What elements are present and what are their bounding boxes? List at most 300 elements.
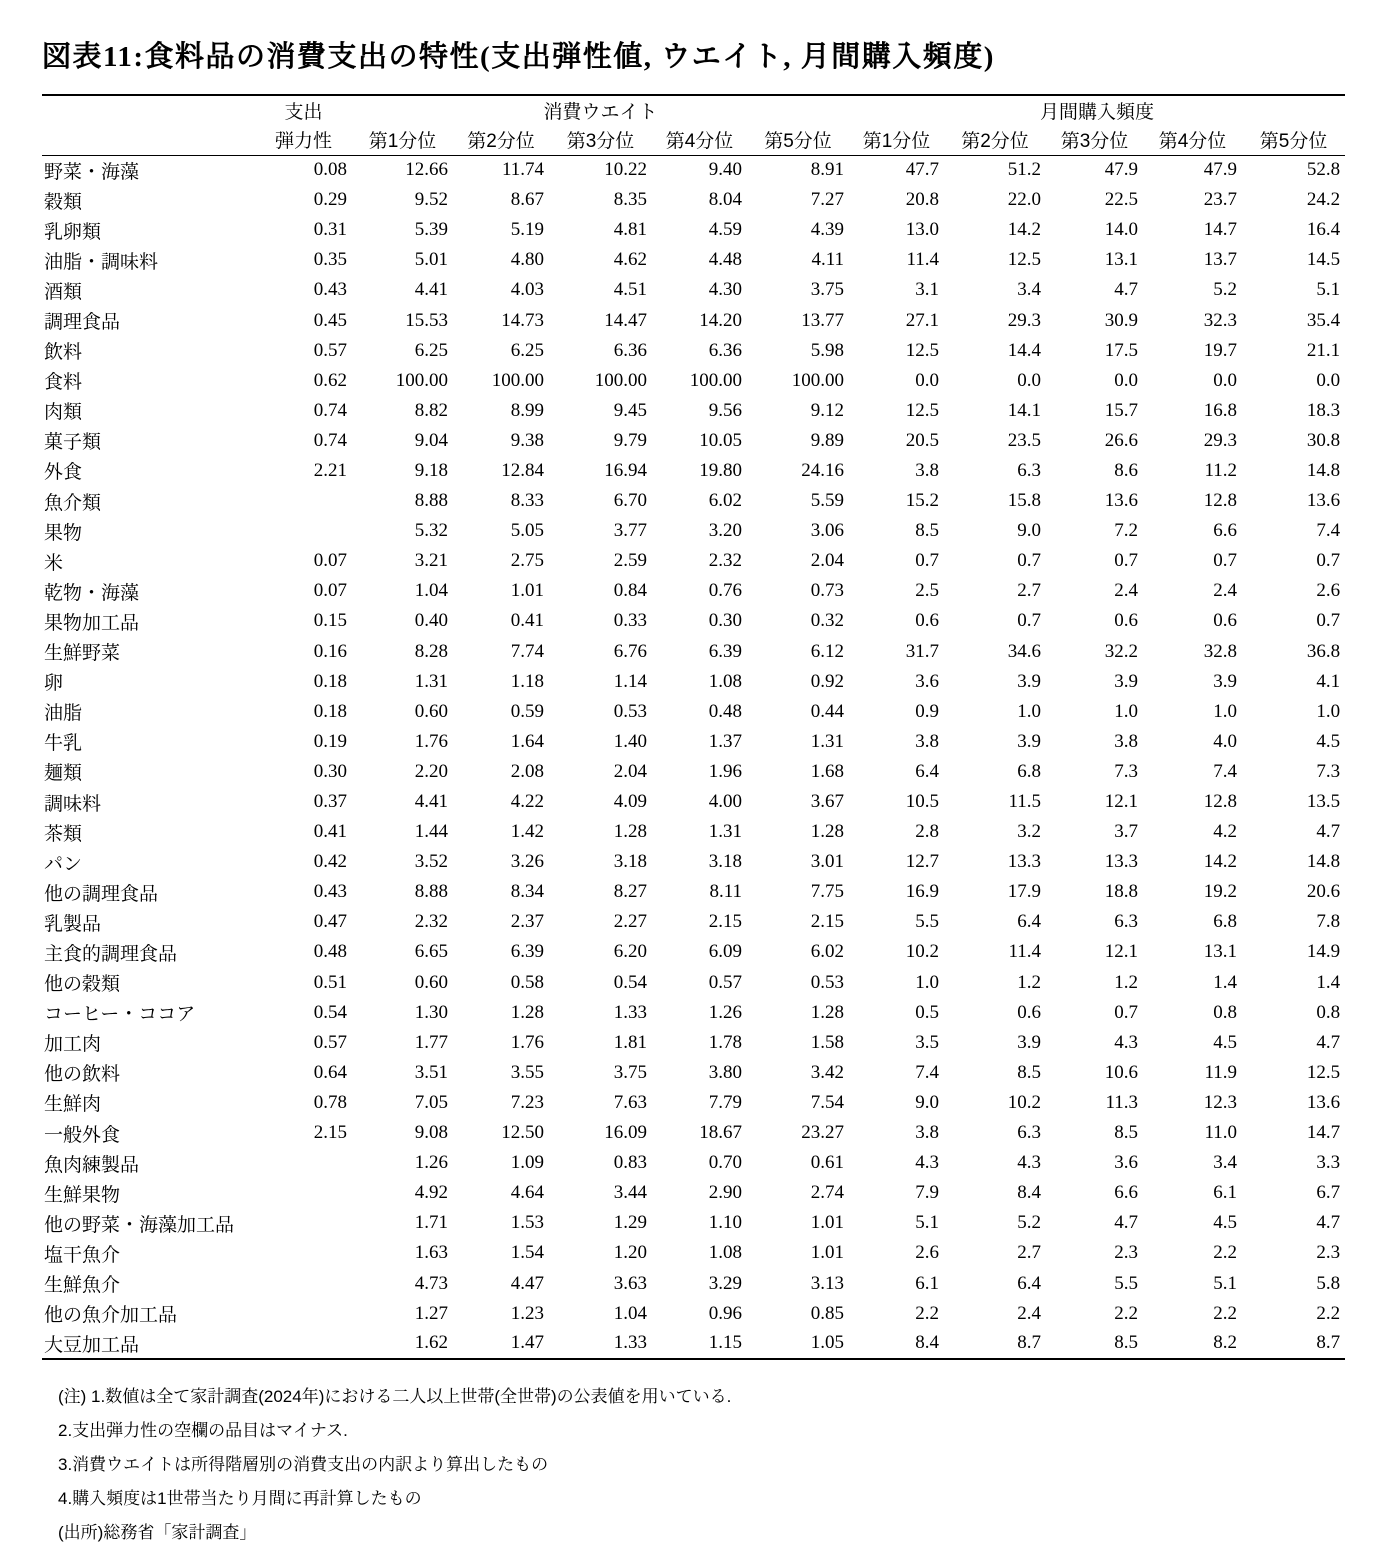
row-label: コーヒー・ココア — [44, 1004, 196, 1026]
weight-cell: 15.53 — [405, 309, 448, 331]
row-label: 菓子類 — [44, 432, 102, 454]
elasticity-cell — [255, 1238, 352, 1268]
frequency-cell: 23.7 — [1203, 189, 1238, 211]
frequency-cell: 6.4 — [915, 760, 940, 782]
frequency-cell: 15.8 — [1007, 490, 1042, 512]
weight-cell: 4.62 — [613, 249, 647, 271]
frequency-cell: 1.0 — [1114, 700, 1139, 722]
frequency-cell: 0.7 — [1017, 610, 1042, 632]
footnotes — [58, 1380, 1346, 1550]
weight-cell: 2.08 — [510, 760, 544, 782]
frequency-cell: 34.6 — [1007, 640, 1042, 662]
elasticity-cell: 0.74 — [313, 429, 347, 451]
weight-cell: 3.67 — [810, 791, 845, 813]
frequency-cell: 10.5 — [905, 791, 940, 813]
weight-cell: 1.04 — [414, 580, 448, 602]
frequency-cell: 17.5 — [1104, 339, 1139, 361]
table-row — [42, 1268, 1345, 1298]
table-body — [42, 155, 1345, 1359]
weight-cell: 1.33 — [613, 1332, 647, 1354]
frequency-cell: 14.8 — [1306, 459, 1341, 481]
weight-cell: 0.61 — [810, 1152, 845, 1174]
table-row — [42, 1058, 1345, 1088]
empty-header-cell — [42, 125, 255, 155]
table-row — [42, 1208, 1345, 1238]
frequency-cell: 3.2 — [1017, 821, 1042, 843]
weight-cell: 3.18 — [613, 851, 647, 873]
weight-cell: 1.42 — [510, 821, 544, 843]
row-label: 乳卵類 — [44, 221, 102, 243]
weight-cell: 6.02 — [708, 490, 742, 512]
frequency-cell: 4.7 — [1114, 1212, 1139, 1234]
weight-cell: 13.77 — [801, 309, 845, 331]
elasticity-cell: 0.62 — [313, 369, 347, 391]
frequency-cell: 2.7 — [1017, 1242, 1042, 1264]
frequency-cell: 13.0 — [905, 219, 940, 241]
weight-cell: 0.48 — [708, 700, 742, 722]
row-label: 果物 — [44, 522, 83, 544]
frequency-cell: 9.0 — [915, 1091, 940, 1113]
frequency-cell: 14.2 — [1203, 851, 1238, 873]
weight-quintile-header: 第5分位 — [747, 125, 849, 155]
elasticity-cell: 0.18 — [313, 700, 347, 722]
empty-header-cell — [42, 95, 255, 125]
elasticity-cell: 0.54 — [313, 1001, 347, 1023]
frequency-cell: 29.3 — [1007, 309, 1042, 331]
weight-cell: 3.26 — [510, 851, 544, 873]
frequency-cell: 0.7 — [915, 550, 940, 572]
frequency-cell: 4.7 — [1316, 821, 1341, 843]
weight-cell: 3.80 — [708, 1061, 742, 1083]
frequency-cell: 0.6 — [1017, 1001, 1042, 1023]
frequency-cell: 3.5 — [915, 1031, 940, 1053]
elasticity-cell — [255, 1148, 352, 1178]
frequency-cell: 6.4 — [1017, 911, 1042, 933]
elasticity-cell: 0.31 — [313, 219, 347, 241]
frequency-cell: 3.9 — [1213, 670, 1238, 692]
table-row — [42, 817, 1345, 847]
frequency-cell: 5.2 — [1213, 279, 1238, 301]
weight-cell: 4.80 — [510, 249, 544, 271]
frequency-cell: 4.3 — [915, 1152, 940, 1174]
table-row — [42, 727, 1345, 757]
weight-quintile-header: 第2分位 — [453, 125, 549, 155]
frequency-cell: 18.3 — [1306, 399, 1341, 421]
weight-cell: 100.00 — [689, 369, 742, 391]
table-row — [42, 847, 1345, 877]
elasticity-cell: 0.51 — [313, 971, 347, 993]
elasticity-cell: 0.42 — [313, 851, 347, 873]
frequency-cell: 6.6 — [1213, 520, 1238, 542]
frequency-cell: 3.4 — [1213, 1152, 1238, 1174]
weight-cell: 2.75 — [510, 550, 544, 572]
weight-cell: 4.81 — [613, 219, 647, 241]
frequency-cell: 21.1 — [1306, 339, 1341, 361]
weight-cell: 7.79 — [708, 1091, 742, 1113]
frequency-cell: 11.9 — [1204, 1061, 1238, 1083]
weight-cell: 0.76 — [708, 580, 742, 602]
table-row — [42, 637, 1345, 667]
weight-cell: 1.53 — [510, 1212, 544, 1234]
elasticity-cell: 0.41 — [313, 821, 347, 843]
frequency-cell: 0.7 — [1017, 550, 1042, 572]
weight-cell: 0.92 — [810, 670, 845, 692]
frequency-cell: 6.8 — [1017, 760, 1042, 782]
frequency-cell: 0.8 — [1213, 1001, 1238, 1023]
weight-cell: 9.52 — [414, 189, 448, 211]
weight-cell: 0.58 — [510, 971, 544, 993]
weight-cell: 0.85 — [810, 1302, 845, 1324]
row-label: 外食 — [44, 462, 83, 484]
weight-cell: 5.05 — [510, 520, 544, 542]
frequency-cell: 47.7 — [905, 159, 940, 181]
elasticity-cell: 0.57 — [313, 339, 347, 361]
weight-cell: 6.25 — [510, 339, 544, 361]
elasticity-cell — [255, 1208, 352, 1238]
frequency-cell: 24.2 — [1306, 189, 1341, 211]
weight-cell: 6.39 — [510, 941, 544, 963]
frequency-cell: 0.9 — [915, 700, 940, 722]
frequency-cell: 4.5 — [1213, 1212, 1238, 1234]
weight-cell: 1.63 — [414, 1242, 448, 1264]
weight-cell: 24.16 — [801, 459, 845, 481]
table-row — [42, 1299, 1345, 1329]
row-label: 油脂 — [44, 703, 83, 725]
weight-cell: 1.77 — [414, 1031, 448, 1053]
row-label: 主食的調理食品 — [44, 943, 178, 965]
table-row — [42, 426, 1345, 456]
frequency-cell: 18.8 — [1104, 881, 1139, 903]
weight-cell: 14.73 — [501, 309, 544, 331]
weight-cell: 0.83 — [613, 1152, 647, 1174]
weight-cell: 4.30 — [708, 279, 742, 301]
weight-cell: 1.76 — [510, 1031, 544, 1053]
frequency-cell: 10.2 — [1007, 1091, 1042, 1113]
weight-cell: 3.51 — [414, 1061, 448, 1083]
weight-cell: 0.60 — [414, 700, 448, 722]
frequency-cell: 26.6 — [1104, 429, 1139, 451]
weight-cell: 1.18 — [510, 670, 544, 692]
weight-cell: 0.30 — [708, 610, 742, 632]
elasticity-cell: 0.64 — [313, 1061, 347, 1083]
frequency-cell: 12.3 — [1203, 1091, 1238, 1113]
weight-cell: 2.32 — [708, 550, 742, 572]
table-row — [42, 546, 1345, 576]
frequency-cell: 12.5 — [1007, 249, 1042, 271]
frequency-cell: 14.5 — [1306, 249, 1341, 271]
weight-cell: 1.26 — [708, 1001, 742, 1023]
frequency-cell: 5.5 — [1114, 1272, 1139, 1294]
row-label: 米 — [44, 552, 64, 574]
frequency-cell: 12.5 — [1306, 1061, 1341, 1083]
elasticity-cell: 0.07 — [313, 580, 347, 602]
weight-cell: 8.04 — [708, 189, 742, 211]
elasticity-cell: 0.35 — [313, 249, 347, 271]
weight-cell: 16.94 — [604, 459, 647, 481]
frequency-cell: 6.3 — [1114, 911, 1139, 933]
weight-cell: 1.28 — [510, 1001, 544, 1023]
frequency-cell: 3.9 — [1017, 1031, 1042, 1053]
frequency-cell: 14.7 — [1306, 1122, 1341, 1144]
frequency-cell: 2.2 — [1213, 1242, 1238, 1264]
weight-cell: 14.47 — [604, 309, 647, 331]
weight-cell: 2.37 — [510, 911, 544, 933]
table-row — [42, 155, 1345, 185]
frequency-cell: 30.9 — [1104, 309, 1139, 331]
table-row — [42, 787, 1345, 817]
frequency-cell: 32.8 — [1203, 640, 1238, 662]
frequency-cell: 16.9 — [905, 881, 940, 903]
frequency-cell: 0.7 — [1316, 550, 1341, 572]
elasticity-cell — [255, 1178, 352, 1208]
weight-cell: 0.40 — [414, 610, 448, 632]
frequency-cell: 15.2 — [905, 490, 940, 512]
frequency-cell: 11.0 — [1204, 1122, 1238, 1144]
weight-cell: 7.63 — [613, 1091, 647, 1113]
frequency-cell: 1.2 — [1017, 971, 1042, 993]
weight-cell: 2.32 — [414, 911, 448, 933]
frequency-cell: 7.4 — [1316, 520, 1341, 542]
frequency-cell: 13.5 — [1306, 791, 1341, 813]
frequency-cell: 3.9 — [1017, 670, 1042, 692]
weight-cell: 2.20 — [414, 760, 448, 782]
row-label: 魚介類 — [44, 492, 102, 514]
weight-cell: 4.73 — [414, 1272, 448, 1294]
weight-cell: 0.60 — [414, 971, 448, 993]
weight-cell: 3.20 — [708, 520, 742, 542]
weight-cell: 16.09 — [604, 1122, 647, 1144]
weight-cell: 9.38 — [510, 429, 544, 451]
weight-cell: 8.35 — [613, 189, 647, 211]
row-label: 魚肉練製品 — [44, 1154, 140, 1176]
weight-cell: 4.64 — [510, 1182, 544, 1204]
table-row — [42, 1028, 1345, 1058]
frequency-cell: 7.4 — [915, 1061, 940, 1083]
frequency-cell: 7.3 — [1114, 760, 1139, 782]
frequency-cell: 52.8 — [1306, 159, 1341, 181]
frequency-cell: 12.7 — [905, 851, 940, 873]
frequency-cell: 3.9 — [1017, 730, 1042, 752]
frequency-cell: 2.6 — [1316, 580, 1341, 602]
row-label: パン — [44, 853, 83, 875]
table-row — [42, 486, 1345, 516]
elasticity-cell: 0.57 — [313, 1031, 347, 1053]
source-line: (出所)総務省「家計調査」 — [58, 1522, 257, 1542]
weight-cell: 4.22 — [510, 791, 544, 813]
frequency-cell: 5.5 — [915, 911, 940, 933]
weight-cell: 6.76 — [613, 640, 647, 662]
row-label: 肉類 — [44, 402, 83, 424]
weight-cell: 8.34 — [510, 881, 544, 903]
weight-cell: 1.28 — [613, 821, 647, 843]
weight-cell: 6.09 — [708, 941, 742, 963]
elasticity-header: 弾力性 — [255, 125, 352, 155]
elasticity-cell: 0.16 — [313, 640, 347, 662]
frequency-cell: 22.0 — [1007, 189, 1042, 211]
frequency-cell: 8.5 — [1017, 1061, 1042, 1083]
weight-cell: 5.19 — [510, 219, 544, 241]
table-row — [42, 456, 1345, 486]
weight-cell: 1.68 — [810, 760, 845, 782]
row-label: 卵 — [44, 673, 64, 695]
frequency-cell: 32.3 — [1203, 309, 1238, 331]
weight-cell: 0.44 — [810, 700, 845, 722]
frequency-cell: 8.5 — [915, 520, 940, 542]
elasticity-cell: 0.43 — [313, 279, 347, 301]
weight-cell: 4.41 — [414, 791, 448, 813]
frequency-cell: 3.6 — [1114, 1152, 1139, 1174]
weight-cell: 3.21 — [414, 550, 448, 572]
weight-cell: 7.54 — [810, 1091, 845, 1113]
frequency-cell: 0.5 — [915, 1001, 940, 1023]
row-label: 他の調理食品 — [44, 883, 159, 905]
weight-cell: 0.32 — [810, 610, 845, 632]
weight-cell: 1.04 — [613, 1302, 647, 1324]
frequency-cell: 4.3 — [1114, 1031, 1139, 1053]
weight-cell: 19.80 — [699, 459, 742, 481]
table-row — [42, 305, 1345, 335]
frequency-cell: 3.8 — [915, 1122, 940, 1144]
frequency-cell: 7.3 — [1316, 760, 1341, 782]
weight-cell: 14.20 — [699, 309, 742, 331]
frequency-cell: 3.7 — [1114, 821, 1139, 843]
frequency-cell: 1.4 — [1213, 971, 1238, 993]
frequency-cell: 2.8 — [915, 821, 940, 843]
frequency-cell: 4.7 — [1316, 1031, 1341, 1053]
weight-cell: 7.05 — [414, 1091, 448, 1113]
table-row — [42, 937, 1345, 967]
frequency-cell: 2.2 — [1114, 1302, 1139, 1324]
weight-cell: 5.59 — [810, 490, 845, 512]
frequency-cell: 2.2 — [915, 1302, 940, 1324]
weight-cell: 8.82 — [414, 399, 448, 421]
weight-cell: 1.30 — [414, 1001, 448, 1023]
weight-cell: 3.63 — [613, 1272, 647, 1294]
frequency-cell: 1.4 — [1316, 971, 1341, 993]
weight-cell: 8.28 — [414, 640, 448, 662]
table-row — [42, 215, 1345, 245]
table-row — [42, 1088, 1345, 1118]
weight-cell: 3.42 — [810, 1061, 845, 1083]
frequency-cell: 1.0 — [1017, 700, 1042, 722]
weight-cell: 8.91 — [810, 159, 845, 181]
frequency-cell: 0.0 — [1316, 369, 1341, 391]
frequency-group-header: 月間購入頻度 — [1040, 102, 1155, 123]
weight-cell: 0.96 — [708, 1302, 742, 1324]
weight-cell: 1.40 — [613, 730, 647, 752]
table-row — [42, 576, 1345, 606]
weight-cell: 1.81 — [613, 1031, 647, 1053]
weight-cell: 4.41 — [414, 279, 448, 301]
weight-cell: 3.06 — [810, 520, 845, 542]
frequency-cell: 0.0 — [1114, 369, 1139, 391]
frequency-cell: 12.1 — [1104, 791, 1139, 813]
frequency-cell: 4.7 — [1114, 279, 1139, 301]
elasticity-cell — [255, 1268, 352, 1298]
weight-cell: 4.03 — [510, 279, 544, 301]
elasticity-cell: 2.21 — [313, 459, 347, 481]
weight-cell: 1.08 — [708, 670, 742, 692]
row-label: 他の野菜・海藻加工品 — [44, 1214, 235, 1236]
table-row — [42, 757, 1345, 787]
weight-cell: 1.28 — [810, 821, 845, 843]
row-label: 果物加工品 — [44, 612, 140, 634]
frequency-cell: 1.0 — [1213, 700, 1238, 722]
frequency-cell: 0.0 — [915, 369, 940, 391]
frequency-cell: 2.7 — [1017, 580, 1042, 602]
elasticity-cell: 0.15 — [313, 610, 347, 632]
frequency-cell: 0.0 — [1017, 369, 1042, 391]
row-label: 茶類 — [44, 823, 83, 845]
weight-cell: 8.33 — [510, 490, 544, 512]
row-label: 乾物・海藻 — [44, 582, 140, 604]
frequency-cell: 6.6 — [1114, 1182, 1139, 1204]
frequency-cell: 6.1 — [915, 1272, 940, 1294]
weight-cell: 1.33 — [613, 1001, 647, 1023]
frequency-cell: 5.2 — [1017, 1212, 1042, 1234]
frequency-quintile-header: 第2分位 — [944, 125, 1046, 155]
table-row — [42, 1118, 1345, 1148]
frequency-cell: 0.6 — [1213, 610, 1238, 632]
weight-cell: 1.47 — [510, 1332, 544, 1354]
weight-cell: 9.04 — [414, 429, 448, 451]
weight-cell: 9.79 — [613, 429, 647, 451]
weight-cell: 6.20 — [613, 941, 647, 963]
frequency-cell: 6.8 — [1213, 911, 1238, 933]
weight-cell: 7.27 — [810, 189, 845, 211]
frequency-cell: 2.4 — [1114, 580, 1139, 602]
frequency-cell: 2.3 — [1316, 1242, 1341, 1264]
table-row — [42, 968, 1345, 998]
weight-cell: 1.58 — [810, 1031, 845, 1053]
weight-cell: 1.37 — [708, 730, 742, 752]
weight-cell: 1.96 — [708, 760, 742, 782]
frequency-cell: 1.0 — [915, 971, 940, 993]
weight-cell: 7.23 — [510, 1091, 544, 1113]
frequency-cell: 11.4 — [906, 249, 940, 271]
row-label: 生鮮果物 — [44, 1184, 121, 1206]
weight-cell: 9.08 — [414, 1122, 448, 1144]
elasticity-cell — [255, 516, 352, 546]
elasticity-cell: 0.08 — [313, 159, 347, 181]
weight-cell: 1.26 — [414, 1152, 448, 1174]
frequency-cell: 13.6 — [1306, 490, 1341, 512]
table-row — [42, 606, 1345, 636]
frequency-cell: 0.7 — [1114, 550, 1139, 572]
weight-cell: 0.59 — [510, 700, 544, 722]
weight-group-header: 消費ウエイト — [543, 102, 658, 123]
row-label: 麺類 — [44, 763, 83, 785]
weight-cell: 4.48 — [708, 249, 742, 271]
frequency-cell: 13.6 — [1104, 490, 1139, 512]
frequency-cell: 12.1 — [1104, 941, 1139, 963]
frequency-cell: 14.0 — [1104, 219, 1139, 241]
weight-cell: 1.62 — [414, 1332, 448, 1354]
weight-cell: 3.18 — [708, 851, 742, 873]
frequency-cell: 8.7 — [1017, 1332, 1042, 1354]
frequency-cell: 8.7 — [1316, 1332, 1341, 1354]
row-label: 一般外食 — [44, 1124, 121, 1146]
weight-cell: 0.54 — [613, 971, 647, 993]
weight-cell: 4.59 — [708, 219, 742, 241]
frequency-cell: 4.7 — [1316, 1212, 1341, 1234]
weight-cell: 2.27 — [613, 911, 647, 933]
frequency-cell: 8.6 — [1114, 459, 1139, 481]
weight-cell: 9.45 — [613, 399, 647, 421]
frequency-cell: 32.2 — [1104, 640, 1139, 662]
weight-cell: 10.05 — [699, 429, 742, 451]
frequency-cell: 6.3 — [1017, 459, 1042, 481]
